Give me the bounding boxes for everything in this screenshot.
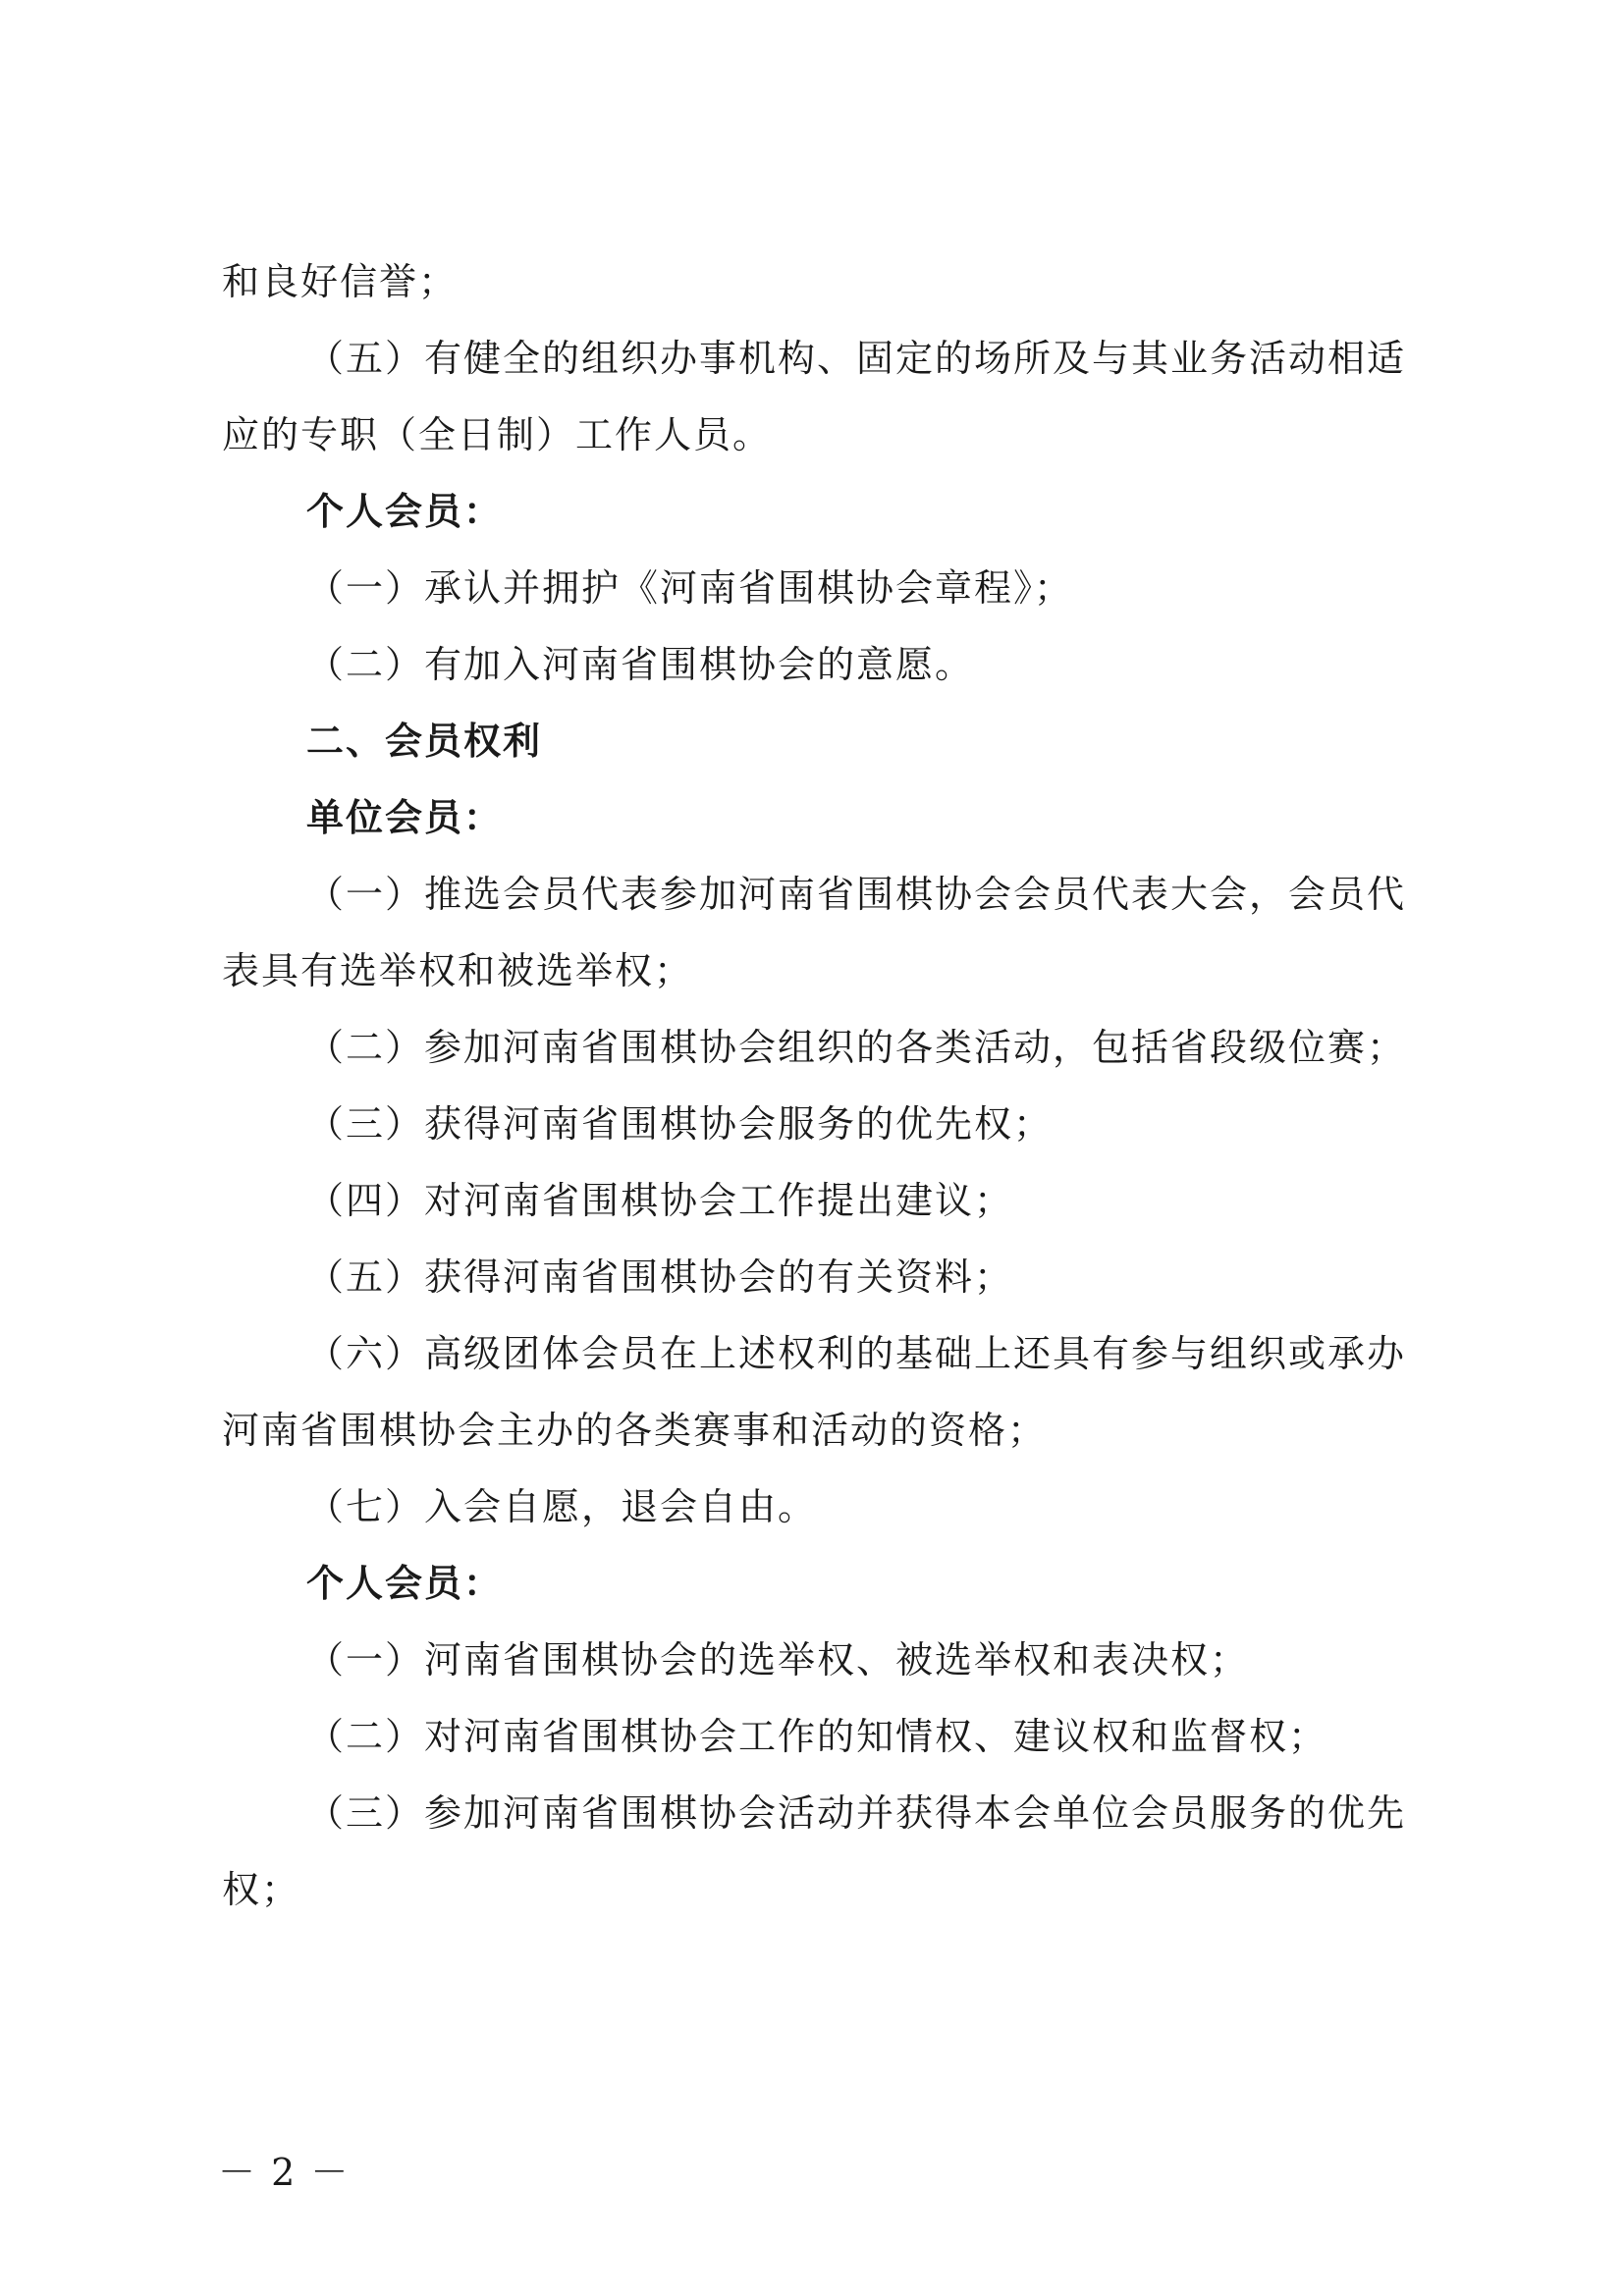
section-subheading: 个人会员： [306,1562,504,1605]
paragraph-item: （五）有健全的组织办事机构、固定的场所及与其业务活动相适应的专职（全日制）工作人员。 [222,337,1407,456]
paragraph-item: （五）获得河南省围棋协会的有关资料； [306,1255,1014,1299]
paragraph-item: （一）推选会员代表参加河南省围棋协会会员代表大会，会员代表具有选举权和被选举权； [222,873,1407,992]
paragraph-continuation: 和良好信誉； [222,260,459,303]
paragraph-item: （一）承认并拥护《河南省围棋协会章程》； [306,566,1074,610]
section-subheading: 单位会员： [306,796,504,839]
paragraph-item: （二）有加入河南省围棋协会的意愿。 [306,643,975,686]
paragraph-item: （三）获得河南省围棋协会服务的优先权； [306,1102,1054,1146]
paragraph-item: （六）高级团体会员在上述权利的基础上还具有参与组织或承办河南省围棋协会主办的各类赛事和活动的资格； [222,1332,1407,1452]
section-subheading: 个人会员： [306,490,504,533]
paragraph-item: （一）河南省围棋协会的选举权、被选举权和表决权； [306,1638,1250,1682]
paragraph-item: （四）对河南省围棋协会工作提出建议； [306,1179,1014,1222]
paragraph-item: （二）参加河南省围棋协会组织的各类活动，包括省段级位赛； [306,1026,1407,1069]
paragraph-item: （二）对河南省围棋协会工作的知情权、建议权和监督权； [306,1715,1328,1758]
paragraph-item: （七）入会自愿，退会自由。 [306,1485,818,1528]
section-heading: 二、会员权利 [306,720,543,763]
document-body [222,243,1422,1928]
page-number: － 2 － [218,2151,351,2194]
paragraph-item: （三）参加河南省围棋协会活动并获得本会单位会员服务的优先权； [222,1791,1407,1911]
